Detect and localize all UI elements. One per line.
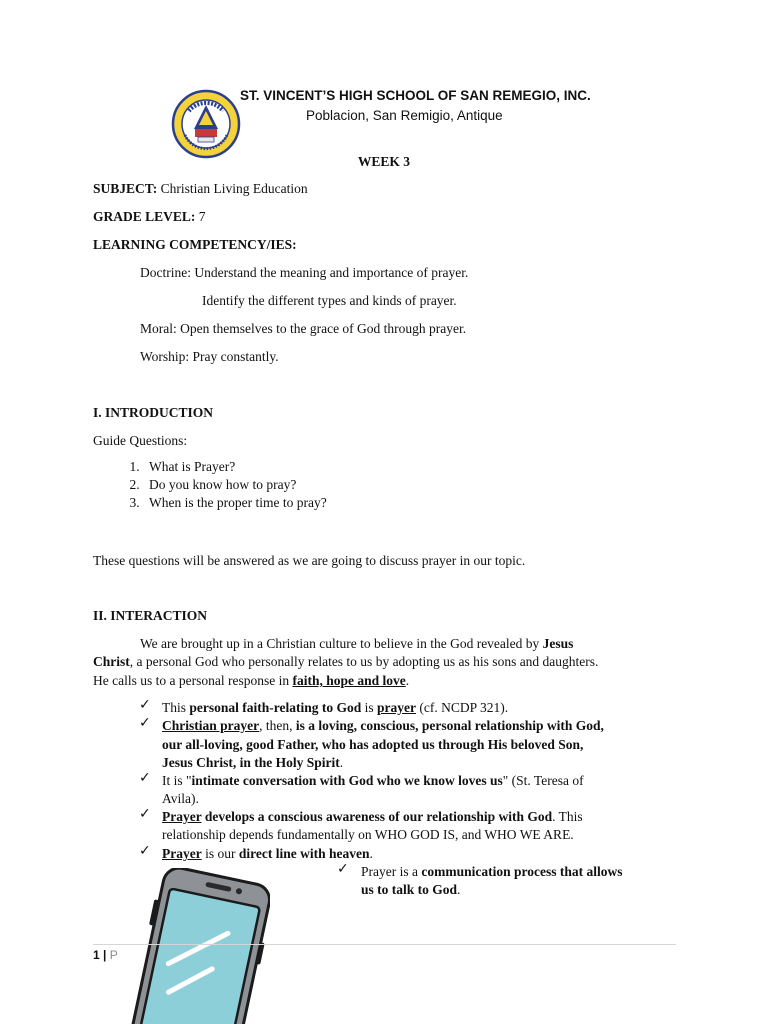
list-item: 3. When is the proper time to pray? [143, 494, 327, 512]
bullet-1: This personal faith-relating to God is prayer (cf. NCDP 321). [162, 700, 509, 715]
subject-line [93, 181, 308, 197]
school-seal-logo [171, 89, 241, 159]
subject-value: Christian Living Education [160, 181, 308, 196]
week-title: WEEK 3 [357, 154, 411, 169]
introduction-note: These questions will be answered as we are going to discuss prayer in our topic. [93, 553, 526, 568]
bullet-4-line-2: relationship depends fundamentally on WHO GOD IS, and WHO WE ARE. [162, 827, 574, 842]
school-address: Poblacion, San Remigio, Antique [306, 108, 503, 123]
bullet-2-line-1: Christian prayer, then, is a loving, conscious, personal relationship with God, [162, 718, 604, 733]
bullet-3-line-1: It is "intimate conversation with God who we know loves us" (St. Teresa of [162, 773, 584, 788]
bullet-2-line-3: Jesus Christ, in the Holy Spirit. [162, 755, 344, 770]
doctrine-line-2: Identify the different types and kinds of prayer. [202, 293, 457, 308]
guide-questions-list [119, 458, 327, 512]
interaction-para-line-3: He calls us to a personal response in faith, hope and love. [93, 673, 410, 688]
check-icon: ✓ [139, 806, 151, 822]
grade-value: 7 [198, 209, 206, 224]
grade-label: GRADE LEVEL: [93, 209, 196, 224]
check-icon: ✓ [139, 770, 151, 786]
check-icon: ✓ [337, 861, 349, 877]
doctrine-line-1: Doctrine: Understand the meaning and importance of prayer. [140, 265, 469, 280]
bullet-2-line-2: our all-loving, good Father, who has adopted us through His beloved Son, [162, 737, 584, 752]
interaction-para-line-1: We are brought up in a Christian culture to believe in the God revealed by Jesus [140, 636, 574, 651]
check-icon: ✓ [139, 843, 151, 859]
bullet-6-line-1: Prayer is a communication process that allows [361, 864, 623, 879]
list-item: 1. What is Prayer? [143, 458, 327, 476]
bullet-3-line-2: Avila). [162, 791, 199, 806]
moral-line: Moral: Open themselves to the grace of God through prayer. [140, 321, 467, 336]
page-number: 1 | P [93, 948, 118, 962]
competency-label: LEARNING COMPETENCY/IES: [93, 237, 297, 252]
school-name: ST. VINCENT’S HIGH SCHOOL OF SAN REMEGIO, INC. [240, 88, 591, 103]
check-icon: ✓ [139, 697, 151, 713]
bullet-5: Prayer is our direct line with heaven. [162, 846, 373, 861]
smartphone-illustration [110, 868, 270, 1024]
bullet-6-line-2: us to talk to God. [361, 882, 461, 897]
footer-divider [93, 944, 676, 945]
list-item: 2. Do you know how to pray? [143, 476, 327, 494]
grade-line [93, 209, 206, 225]
bullet-4-line-1: Prayer develops a conscious awareness of our relationship with God. This [162, 809, 583, 824]
interaction-para-line-2: Christ, a personal God who personally relates to us by adopting us as his sons and daughters. [93, 654, 599, 669]
interaction-heading: II. INTERACTION [93, 608, 208, 623]
subject-label: SUBJECT: [93, 181, 158, 196]
introduction-heading: I. INTRODUCTION [93, 405, 214, 420]
guide-questions-label: Guide Questions: [93, 433, 188, 448]
check-icon: ✓ [139, 715, 151, 731]
worship-line: Worship: Pray constantly. [140, 349, 279, 364]
